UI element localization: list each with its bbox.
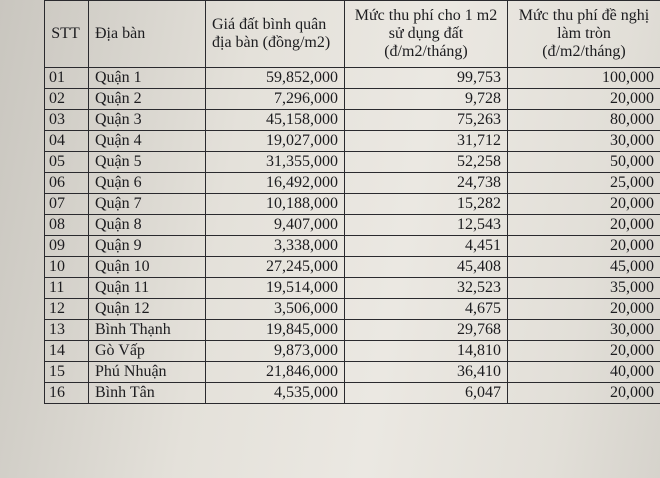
cell-average-land-price: 3,506,000 (206, 299, 345, 320)
cell-area: Quận 5 (89, 152, 206, 173)
table-row (45, 341, 660, 362)
cell-fee-per-m2: 12,543 (345, 215, 508, 236)
cell-average-land-price: 45,158,000 (206, 110, 345, 131)
table-row (45, 257, 660, 278)
cell-rounded-fee: 35,000 (508, 278, 660, 299)
cell-stt: 02 (45, 89, 89, 110)
table-row (45, 362, 660, 383)
cell-average-land-price: 3,338,000 (206, 236, 345, 257)
cell-rounded-fee: 50,000 (508, 152, 660, 173)
cell-fee-per-m2: 9,728 (345, 89, 508, 110)
cell-fee-per-m2: 32,523 (345, 278, 508, 299)
cell-fee-per-m2: 24,738 (345, 173, 508, 194)
cell-stt: 08 (45, 215, 89, 236)
cell-fee-per-m2: 15,282 (345, 194, 508, 215)
cell-area: Quận 3 (89, 110, 206, 131)
cell-fee-per-m2: 45,408 (345, 257, 508, 278)
cell-area: Quận 7 (89, 194, 206, 215)
cell-area: Bình Thạnh (89, 320, 206, 341)
cell-stt: 13 (45, 320, 89, 341)
cell-stt: 06 (45, 173, 89, 194)
cell-rounded-fee: 30,000 (508, 320, 660, 341)
table-row (45, 278, 660, 299)
header-average-land-price: Giá đất bình quân địa bàn (đồng/m2) (206, 1, 345, 68)
cell-average-land-price: 21,846,000 (206, 362, 345, 383)
table-row (45, 236, 660, 257)
cell-rounded-fee: 20,000 (508, 299, 660, 320)
cell-stt: 11 (45, 278, 89, 299)
cell-rounded-fee: 45,000 (508, 257, 660, 278)
cell-stt: 16 (45, 383, 89, 404)
cell-average-land-price: 19,514,000 (206, 278, 345, 299)
cell-area: Quận 8 (89, 215, 206, 236)
header-area: Địa bàn (89, 1, 206, 68)
cell-rounded-fee: 20,000 (508, 89, 660, 110)
cell-fee-per-m2: 4,675 (345, 299, 508, 320)
table-row (45, 152, 660, 173)
cell-area: Quận 12 (89, 299, 206, 320)
cell-area: Quận 2 (89, 89, 206, 110)
table-row (45, 131, 660, 152)
cell-average-land-price: 31,355,000 (206, 152, 345, 173)
cell-average-land-price: 10,188,000 (206, 194, 345, 215)
cell-fee-per-m2: 6,047 (345, 383, 508, 404)
table-row (45, 383, 660, 404)
table-row (45, 194, 660, 215)
cell-average-land-price: 59,852,000 (206, 68, 345, 89)
header-fee-per-m2: Mức thu phí cho 1 m2 sử dụng đất (đ/m2/tháng) (345, 1, 508, 68)
cell-fee-per-m2: 99,753 (345, 68, 508, 89)
header-rounded-fee: Mức thu phí đề nghị làm tròn (đ/m2/tháng) (508, 1, 660, 68)
cell-average-land-price: 19,845,000 (206, 320, 345, 341)
cell-stt: 15 (45, 362, 89, 383)
table-row (45, 320, 660, 341)
cell-stt: 04 (45, 131, 89, 152)
header-row (45, 1, 660, 68)
cell-rounded-fee: 25,000 (508, 173, 660, 194)
cell-rounded-fee: 100,000 (508, 68, 660, 89)
cell-stt: 03 (45, 110, 89, 131)
table-body (45, 68, 660, 404)
table-row (45, 299, 660, 320)
cell-stt: 09 (45, 236, 89, 257)
cell-stt: 07 (45, 194, 89, 215)
cell-rounded-fee: 20,000 (508, 236, 660, 257)
header-stt: STT (45, 1, 89, 68)
cell-average-land-price: 7,296,000 (206, 89, 345, 110)
cell-area: Gò Vấp (89, 341, 206, 362)
cell-average-land-price: 19,027,000 (206, 131, 345, 152)
cell-rounded-fee: 80,000 (508, 110, 660, 131)
cell-rounded-fee: 20,000 (508, 194, 660, 215)
cell-area: Quận 9 (89, 236, 206, 257)
cell-rounded-fee: 20,000 (508, 383, 660, 404)
cell-area: Quận 1 (89, 68, 206, 89)
cell-stt: 05 (45, 152, 89, 173)
table-row (45, 68, 660, 89)
cell-stt: 10 (45, 257, 89, 278)
cell-fee-per-m2: 4,451 (345, 236, 508, 257)
cell-rounded-fee: 30,000 (508, 131, 660, 152)
cell-stt: 12 (45, 299, 89, 320)
table-row (45, 89, 660, 110)
cell-area: Quận 11 (89, 278, 206, 299)
cell-fee-per-m2: 75,263 (345, 110, 508, 131)
cell-fee-per-m2: 31,712 (345, 131, 508, 152)
cell-average-land-price: 27,245,000 (206, 257, 345, 278)
table-header (45, 1, 660, 68)
cell-fee-per-m2: 52,258 (345, 152, 508, 173)
table-row (45, 173, 660, 194)
cell-stt: 14 (45, 341, 89, 362)
cell-fee-per-m2: 29,768 (345, 320, 508, 341)
cell-average-land-price: 9,873,000 (206, 341, 345, 362)
cell-rounded-fee: 20,000 (508, 215, 660, 236)
cell-average-land-price: 9,407,000 (206, 215, 345, 236)
cell-area: Quận 10 (89, 257, 206, 278)
table-row (45, 110, 660, 131)
cell-average-land-price: 4,535,000 (206, 383, 345, 404)
cell-area: Quận 4 (89, 131, 206, 152)
cell-rounded-fee: 20,000 (508, 341, 660, 362)
cell-area: Bình Tân (89, 383, 206, 404)
table-row (45, 215, 660, 236)
cell-rounded-fee: 40,000 (508, 362, 660, 383)
cell-fee-per-m2: 14,810 (345, 341, 508, 362)
cell-average-land-price: 16,492,000 (206, 173, 345, 194)
land-fee-table (44, 0, 660, 404)
cell-stt: 01 (45, 68, 89, 89)
cell-fee-per-m2: 36,410 (345, 362, 508, 383)
cell-area: Quận 6 (89, 173, 206, 194)
cell-area: Phú Nhuận (89, 362, 206, 383)
